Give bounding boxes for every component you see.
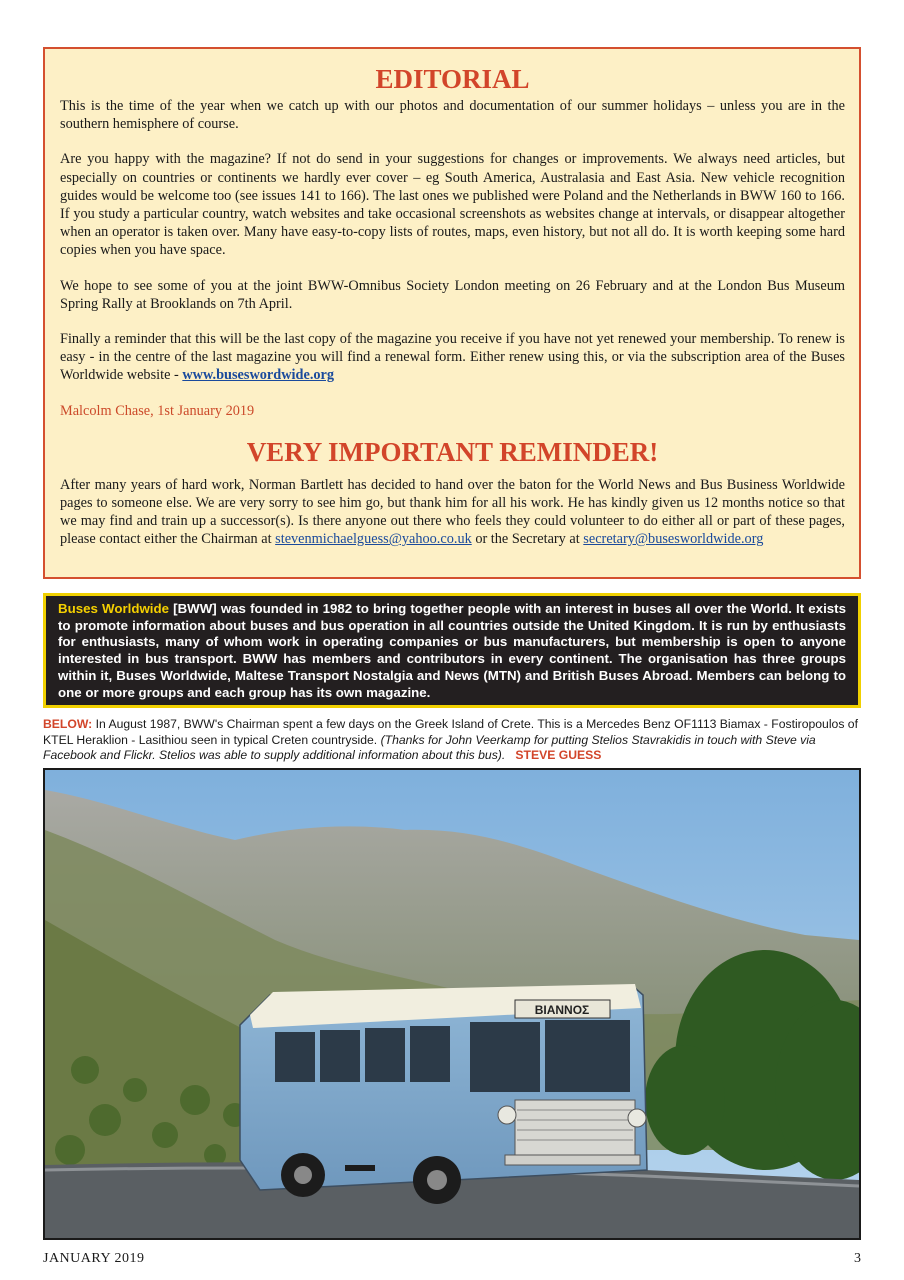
chairman-email-link[interactable]: stevenmichaelguess@yahoo.co.uk xyxy=(275,531,472,548)
footer-issue: JANUARY 2019 xyxy=(43,1251,145,1266)
caption-credit: (Thanks for John Veerkamp for putting Stelios Stavrakidis in touch with Steve via Facebook and Flickr. Stelios was able to supply additional information about this bus). xyxy=(43,732,816,762)
bus-photo-illustration xyxy=(45,770,859,1238)
editorial-paragraph-4 xyxy=(60,330,845,385)
reminder-text: After many years of hard work, Norman Bartlett has decided to hand over the baton for the World News and Bus Business Worldwide pages to someone else. We are very sorry to see him go, but thank him for all his work. He has kindly given us 12 months notice so that we may find and train up a successor(s). Is there anyone out there who feels they could volunteer to do either all or part of these pages, please contact either the Chairman at xyxy=(60,476,845,548)
editorial-paragraph-4-text: Finally a reminder that this will be the last copy of the magazine you receive if you have not yet renewed your membership. To renew is easy - in the centre of the last magazine you will find a renewal form. Either renew using this, or via the subscription area of the Buses Worldwide website - xyxy=(60,331,845,384)
destination-sign: ΒΙΑΝΝΟΣ xyxy=(534,1003,590,1017)
about-bww-text: [BWW] was founded in 1982 to bring together people with an interest in buses all over the World. It exists to promote information about buses and bus operation in all countries outside the United Kingdom. It is run by enthusiasts for enthusiasts, many of whom work in operating companies or bus manufacturers, but membership is open to anyone interested in bus transport. BWW has members and contributors in every continent. The organisation has three groups within it, Buses Worldwide, Maltese Transport Nostalgia and News (MTN) and British Buses Abroad. Members can belong to one or more groups and each group has its own magazine. xyxy=(58,601,846,700)
caption-author: STEVE GUESS xyxy=(515,748,602,762)
footer-page-number: 3 xyxy=(854,1251,861,1266)
secretary-email-link[interactable]: secretary@busesworldwide.org xyxy=(583,531,764,548)
editorial-title: EDITORIAL xyxy=(375,64,530,94)
reminder-middle-text: or the Secretary at xyxy=(471,531,584,548)
caption-label: BELOW: xyxy=(43,717,93,731)
editorial-paragraph-1: This is the time of the year when we catch up with our photos and documentation of our summer holidays – unless you are in the southern hemisphere of course. xyxy=(60,98,845,133)
website-link[interactable]: www.buseswordwide.org xyxy=(182,367,335,384)
editorial-paragraph-2: Are you happy with the magazine? If not do send in your suggestions for changes or improvements. We always need articles, but especially on countries or continents we hardly ever cover – eg South America, Australasia and East Asia. New vehicle recognition guides would be welcome too (see issues 141 to 166). The last ones we published were Poland and the Netherlands in BWW 160 to 166. If you study a particular country, watch websites and take occasional screenshots as websites change at intervals, or disappear altogether when an operator is taken over. Many have easy-to-copy lists of routes, maps, even history, but not all do. It is worth keeping some hard copies when you have space. xyxy=(60,151,845,259)
bus-photo xyxy=(43,768,861,1240)
caption-text: In August 1987, BWW's Chairman spent a few days on the Greek Island of Crete. This is a Mercedes Benz OF1113 Biamax - Fostiropoulos of KTEL Heraklion - Lasithiou seen in typical Creten countryside. xyxy=(43,717,858,747)
editorial-box xyxy=(43,47,861,579)
about-bww-box xyxy=(43,593,861,708)
about-bww-name: Buses Worldwide xyxy=(58,601,170,616)
editorial-paragraph-3: We hope to see some of you at the joint BWW-Omnibus Society London meeting on 26 February and at the London Bus Museum Spring Rally at Brooklands on 7th April. xyxy=(60,277,845,312)
photo-caption xyxy=(43,717,861,764)
editorial-signature: Malcolm Chase, 1st January 2019 xyxy=(60,402,255,419)
reminder-paragraph xyxy=(60,476,845,549)
bus xyxy=(240,984,647,1204)
reminder-title: VERY IMPORTANT REMINDER! xyxy=(246,436,659,467)
